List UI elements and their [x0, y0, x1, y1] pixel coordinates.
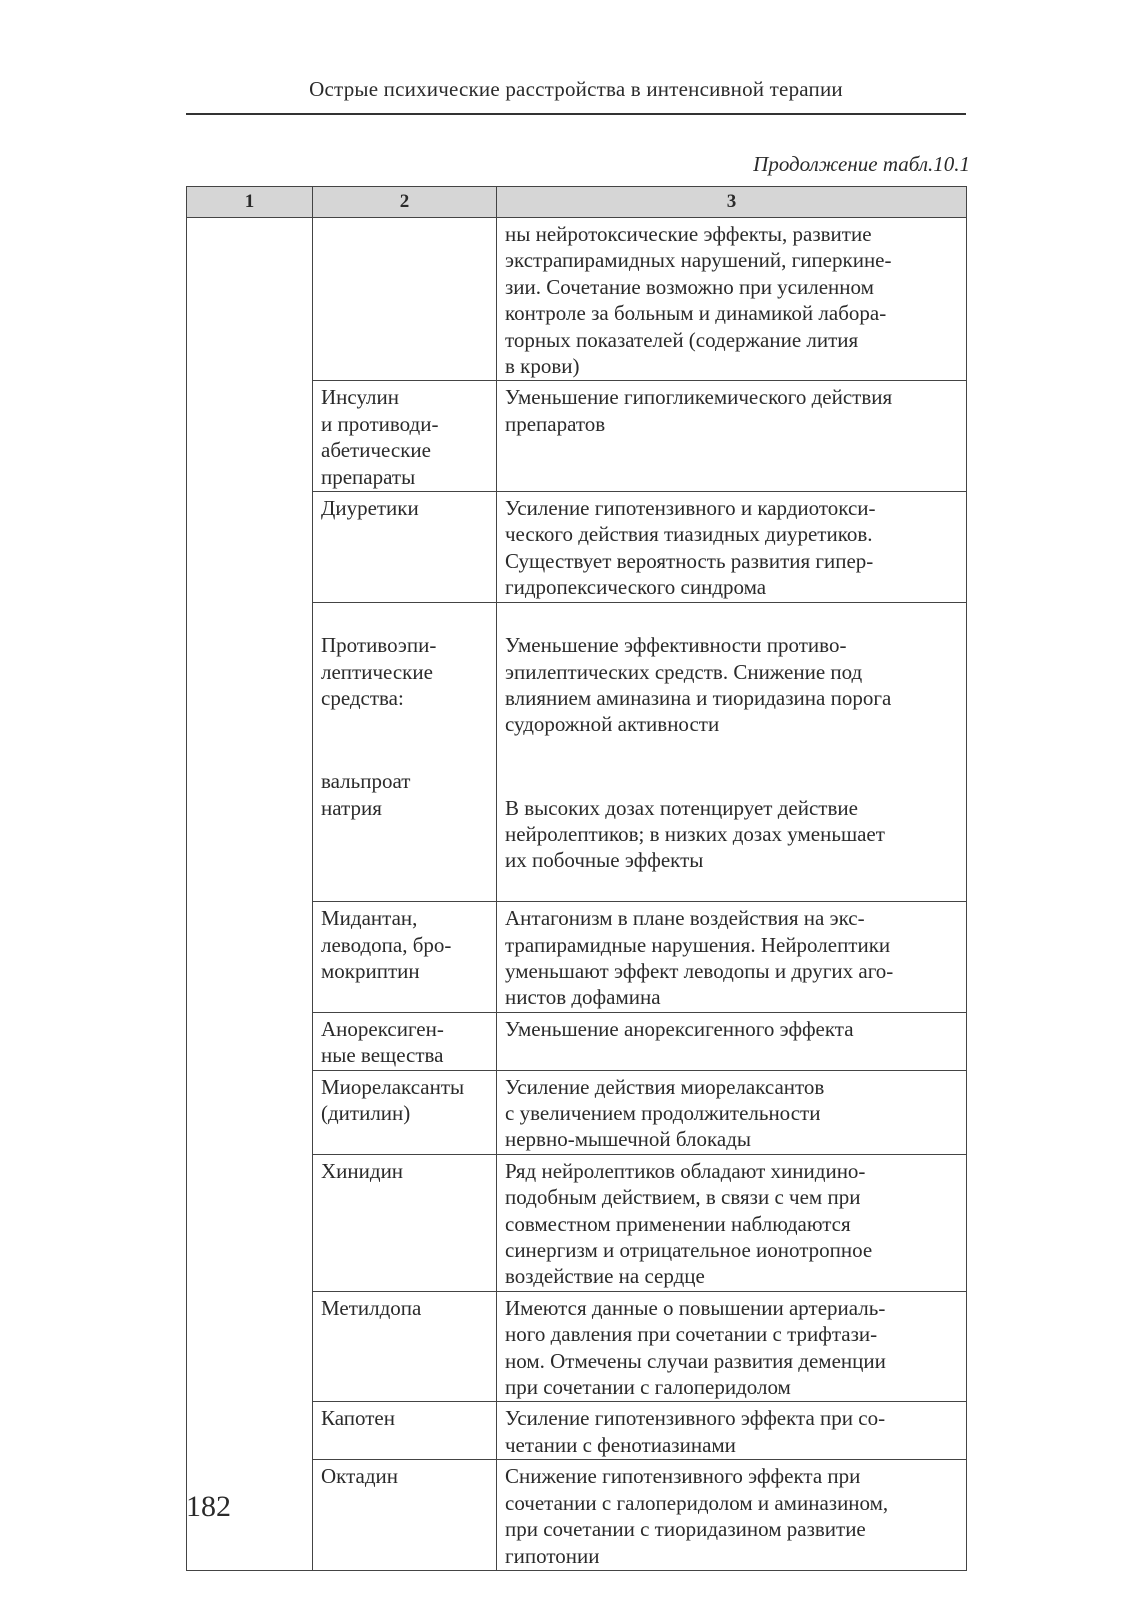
sub-gap [321, 738, 490, 742]
group-cell [187, 902, 313, 1013]
group-cell [187, 1012, 313, 1070]
drug-cell: Диуретики [313, 492, 497, 603]
table-header-row [187, 187, 967, 218]
table-row [187, 1012, 967, 1070]
effect-cell: Антагонизм в плане воздействия на экс- трапирамидные нарушения. Нейролептики уменьшают эффект леводопы и других аго- нистов дофамина [497, 902, 967, 1013]
drug-cell [313, 218, 497, 381]
group-cell [187, 1070, 313, 1154]
effect-cell: Ряд нейролептиков обладают хинидино- подобным действием, в связи с чем при совместном применении наблюдаются синергизм и отрицательное ионотропное воздействие на сердце [497, 1154, 967, 1291]
effect-group-text: Уменьшение эффективности противо- эпилептических средств. Снижение под влиянием аминазина и тиоридазина порога судорожной активности [505, 633, 892, 737]
drug-cell: Октадин [313, 1460, 497, 1571]
table-row [187, 1291, 967, 1402]
column-header-1: 1 [187, 187, 313, 218]
group-cell [187, 1291, 313, 1402]
table-row [187, 602, 967, 901]
table-row [187, 1070, 967, 1154]
drug-cell: Анорексиген- ные вещества [313, 1012, 497, 1070]
column-header-2: 2 [313, 187, 497, 218]
effect-cell: Усиление гипотензивного эффекта при со- четании с фенотиазинами [497, 1402, 967, 1460]
page-number: 182 [186, 1490, 231, 1523]
effect-cell: Уменьшение гипогликемического действия препаратов [497, 381, 967, 492]
effect-cell [497, 602, 967, 901]
drug-cell [313, 602, 497, 901]
table-caption: Продолжение табл.10.1 [753, 152, 970, 176]
group-cell [187, 1154, 313, 1291]
table-row [187, 902, 967, 1013]
drug-subitem-label: вальпроат натрия [321, 769, 411, 820]
effect-cell: Имеются данные о повышении артериаль- ного давления при сочетании с трифтази- ном. Отмечены случаи развития деменции при сочетании с галоперидолом [497, 1291, 967, 1402]
table-row [187, 381, 967, 492]
table-row [187, 1460, 967, 1571]
table-row [187, 1402, 967, 1460]
drug-group-label: Противоэпи- лептические средства: [321, 633, 437, 710]
effect-subitem-text: В высоких дозах потенцирует действие нейролептиков; в низких дозах уменьшает их побочные эффекты [505, 795, 885, 873]
drug-cell: Мидантан, леводопа, бро- мокриптин [313, 902, 497, 1013]
group-cell [187, 381, 313, 492]
header-divider [186, 113, 966, 115]
drug-cell: Метилдопа [313, 1291, 497, 1402]
table-row [187, 492, 967, 603]
running-header: Острые психические расстройства в интенсивной терапии [309, 77, 843, 101]
group-cell [187, 492, 313, 603]
group-cell [187, 1402, 313, 1460]
sub-gap [505, 764, 960, 768]
drug-cell: Миорелаксанты (дитилин) [313, 1070, 497, 1154]
table-row [187, 218, 967, 381]
effect-cell: Снижение гипотензивного эффекта при сочетании с галоперидолом и аминазином, при сочетании с тиоридазином развитие гипотонии [497, 1460, 967, 1571]
drug-cell: Хинидин [313, 1154, 497, 1291]
drug-cell: Инсулин и противоди- абетические препараты [313, 381, 497, 492]
effect-cell: Усиление действия миорелаксантов с увеличением продолжительности нервно-мышечной блокады [497, 1070, 967, 1154]
drug-interaction-table [186, 186, 967, 1571]
effect-cell: Уменьшение анорексигенного эффекта [497, 1012, 967, 1070]
column-header-3: 3 [497, 187, 967, 218]
table-row [187, 1154, 967, 1291]
group-cell [187, 218, 313, 381]
group-cell [187, 602, 313, 901]
effect-cell: Усиление гипотензивного и кардиотокси- ческого действия тиазидных диуретиков. Существует вероятность развития гипер- гидропексического синдрома [497, 492, 967, 603]
drug-cell: Капотен [313, 1402, 497, 1460]
effect-cell: ны нейротоксические эффекты, развитие экстрапирамидных нарушений, гиперкине- зии. Сочетание возможно при усиленном контроле за больным и динамикой лабора- торных показателей (содержание лития в крови) [497, 218, 967, 381]
